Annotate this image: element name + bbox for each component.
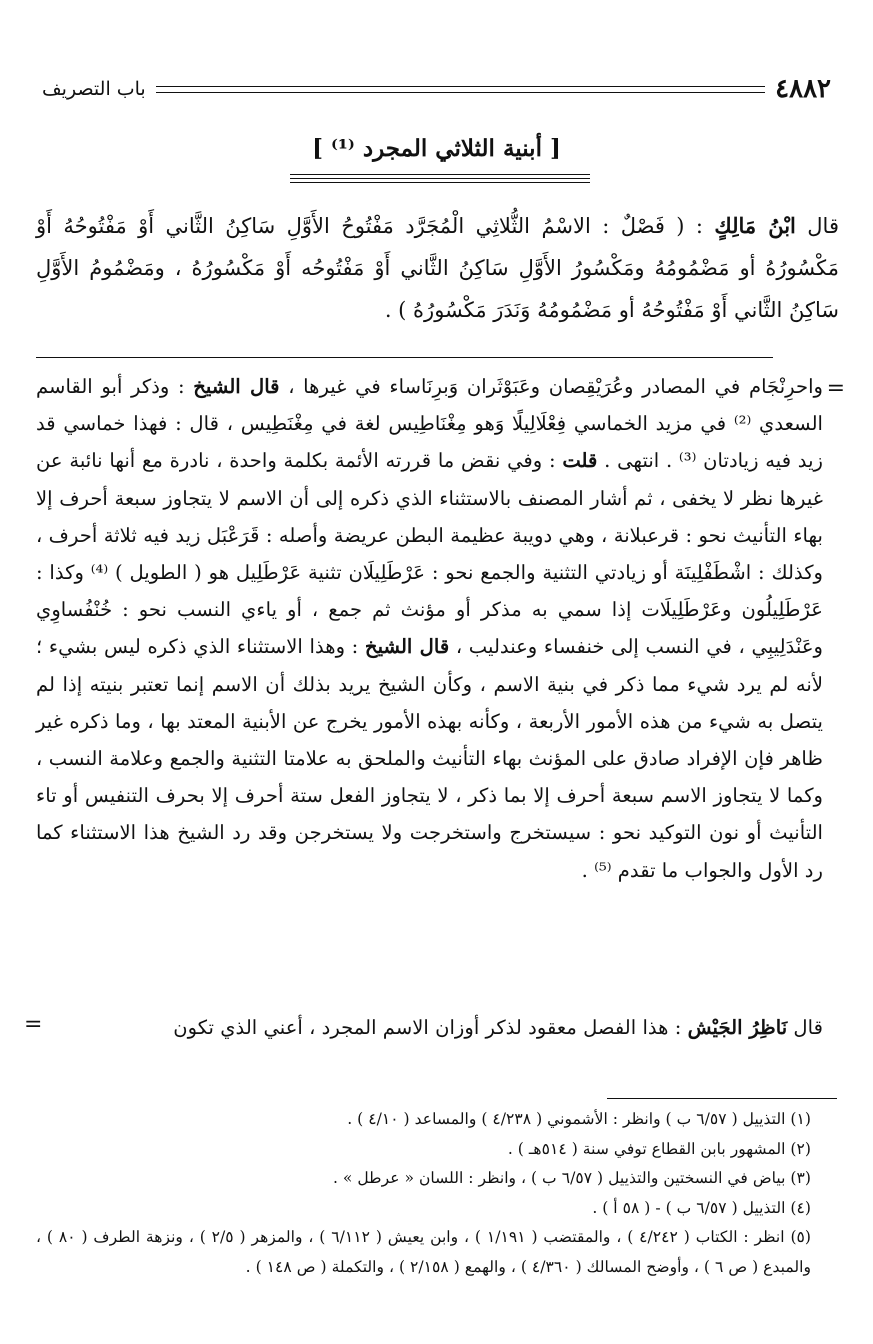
section-title: [ أبنية الثلاثي المجرد ⁽¹⁾ ]	[312, 135, 561, 162]
footnote-2: (٢) المشهور بابن القطاع توفي سنة ( ٥١٤هـ ) .	[507, 1139, 811, 1158]
nazir-author: نَاظِرُ الجَيْش	[687, 1016, 788, 1039]
qultu-label: قلت	[562, 449, 598, 473]
matn-intro: قال	[795, 214, 839, 238]
chapter-title: باب التصريف	[42, 78, 146, 100]
commentary-text-4: : وهذا الاستثناء الذي ذكره ليس بشيء ؛ لأنه لم يرد شيء مما ذكر في بنية الاسم ، وكأن الشيخ يريد بذلك أن الاسم إنما تعتبر بنيته إذا لم يتصل به شيء من هذه الأمور الأربعة ، وكأنه بهذه الأمور يخرج عن الأبنية المعتد بها ، وما ذكره غير ظاهر فإن الإفراد صادق على المؤنث بهاء التأنيث والملحق به علامتا التثنية والجمع وعلامة النسب ، وكما لا يتجاوز الاسم سبعة أحرف إلا بما ذكر ، لا يتجاوز الفعل ستة أحرف إلا بحرف التنفيس أو تاء التأنيث أو نون التوكيد نحو : سيستخرج واستخرجت ولا يستخرجن وقد رد الشيخ هذا الاستثناء كما رد الأول والجواب ما تقدم ⁽⁵⁾ .	[36, 635, 823, 882]
footnotes	[36, 1105, 811, 1283]
nazir-text: : هذا الفصل معقود لذكر أوزان الاسم المجرد ، أعني الذي تكون	[173, 1016, 688, 1039]
shaykh-label-1: قال الشيخ	[193, 375, 280, 398]
running-header	[42, 72, 831, 106]
header-rule	[156, 86, 765, 93]
footnote-divider	[607, 1098, 837, 1099]
footnote-5: (٥) انظر : الكتاب ( ٤/٢٤٢ ) ، والمقتضب ( ١/١٩١ ) ، وابن يعيش ( ٦/١١٢ ) ، والمزهر ( ٢/٥ ) ، ونزهة الطرف ( ٨٠ ) ، والمبدع ( ص ٦ ) ، وأوضح المسالك ( ٤/٣٦٠ ) ، والهمع ( ٢/١٥٨ ) ، والتكملة ( ص ١٤٨ ) .	[36, 1228, 812, 1276]
title-underline	[290, 174, 590, 186]
footnote-3: (٣) بياض في النسختين والتذييل ( ٦/٥٧ ب ) ، وانظر : اللسان « عرطل » .	[332, 1169, 811, 1188]
commentary-text-3: : وفي نقض ما قررته الأئمة بكلمة واحدة ، نادرة مع أنها نائبة عن غيرها نظر لا يخفى ، ثم أشار المصنف بالاستثناء الذي ذكره إلى أن الاسم لا يتجاوز سبعة أحرف إلا بهاء التأنيث نحو : قرعبلانة ، وهي دويبة عظيمة البطن عريضة وأصله : قَرَعْبَل زيد فيه ثلاثة أحرف ، وكذلك : اشْطَفْلِينَة أو زيادتي التثنية والجمع نحو : عَرْطَلِيلَان تثنية عَرْطَلِيل هو ( الطويل ) ⁽⁴⁾ وكذا : عَرْطَلِيلُون وعَرْطَلِيلَات إذا سمي به مذكر أو مؤنث ثم جمع ، أو ياءي النسب نحو : خُنْفُساوِي وعَنْدَلِيبِي ، في النسب إلى خنفساء وعندليب ،	[36, 449, 824, 659]
footnote-1: (١) التذييل ( ٦/٥٧ ب ) وانظر : الأشموني ( ٤/٢٣٨ ) والمساعد ( ٤/١٠ ) .	[347, 1110, 811, 1128]
nazir-intro: قال	[787, 1016, 823, 1039]
footnote-4: (٤) التذييل ( ٦/٥٧ ب ) - ( ٥٨ أ ) .	[592, 1198, 811, 1217]
continuation-mark-bottom: =	[24, 1012, 43, 1037]
shaykh-label-2: قال الشيخ	[364, 635, 450, 659]
matn-author: ابْنُ مَالِكٍ	[714, 213, 796, 238]
matn-text: : ( فَصْلٌ : الاسْمُ الثُّلاثِي الْمُجَرَّد مَفْتُوحُ الأَوَّلِ سَاكِنُ الثَّاني أَوْ مَفْتُوحُهُ أَوْ مَكْسُورُهُ أو مَضْمُومُهُ ومَكْسُورُ الأَوَّلِ سَاكِنُ الثَّاني أَوْ مَفْتُوحُه أَوْ مَكْسُورُهُ ، ومَضْمُومُ الأَوَّلِ سَاكِنُ الثَّاني أَوْ مَفْتُوحُهُ أو مَضْمُومُهُ وَنَدَرَ مَكْسُورُهُ ) .	[36, 214, 839, 322]
commentary-text-2: : وذكر أبو القاسم السعدي ⁽²⁾ في مزيد الخماسي فِعْلَالِيلًا وَهو مِغْنَاطِيس لغة في مِغْنَطِيس ، قال : فهذا خماسي قد زيد فيه زيادتان ⁽³⁾ . انتهى .	[36, 375, 823, 473]
page-number: ٤٨٨٢	[775, 74, 831, 104]
nazir-paragraph	[48, 1010, 823, 1046]
matn-paragraph	[36, 205, 839, 331]
matn-divider	[36, 357, 773, 358]
commentary-text-1: واحرِنْجَام في المصادر وعُرَيْقِصان وعَبَوْثَران وَبرِنَاساء في غيرها ،	[279, 375, 823, 398]
commentary-paragraph	[36, 368, 823, 889]
continuation-mark-top: =	[826, 376, 845, 401]
